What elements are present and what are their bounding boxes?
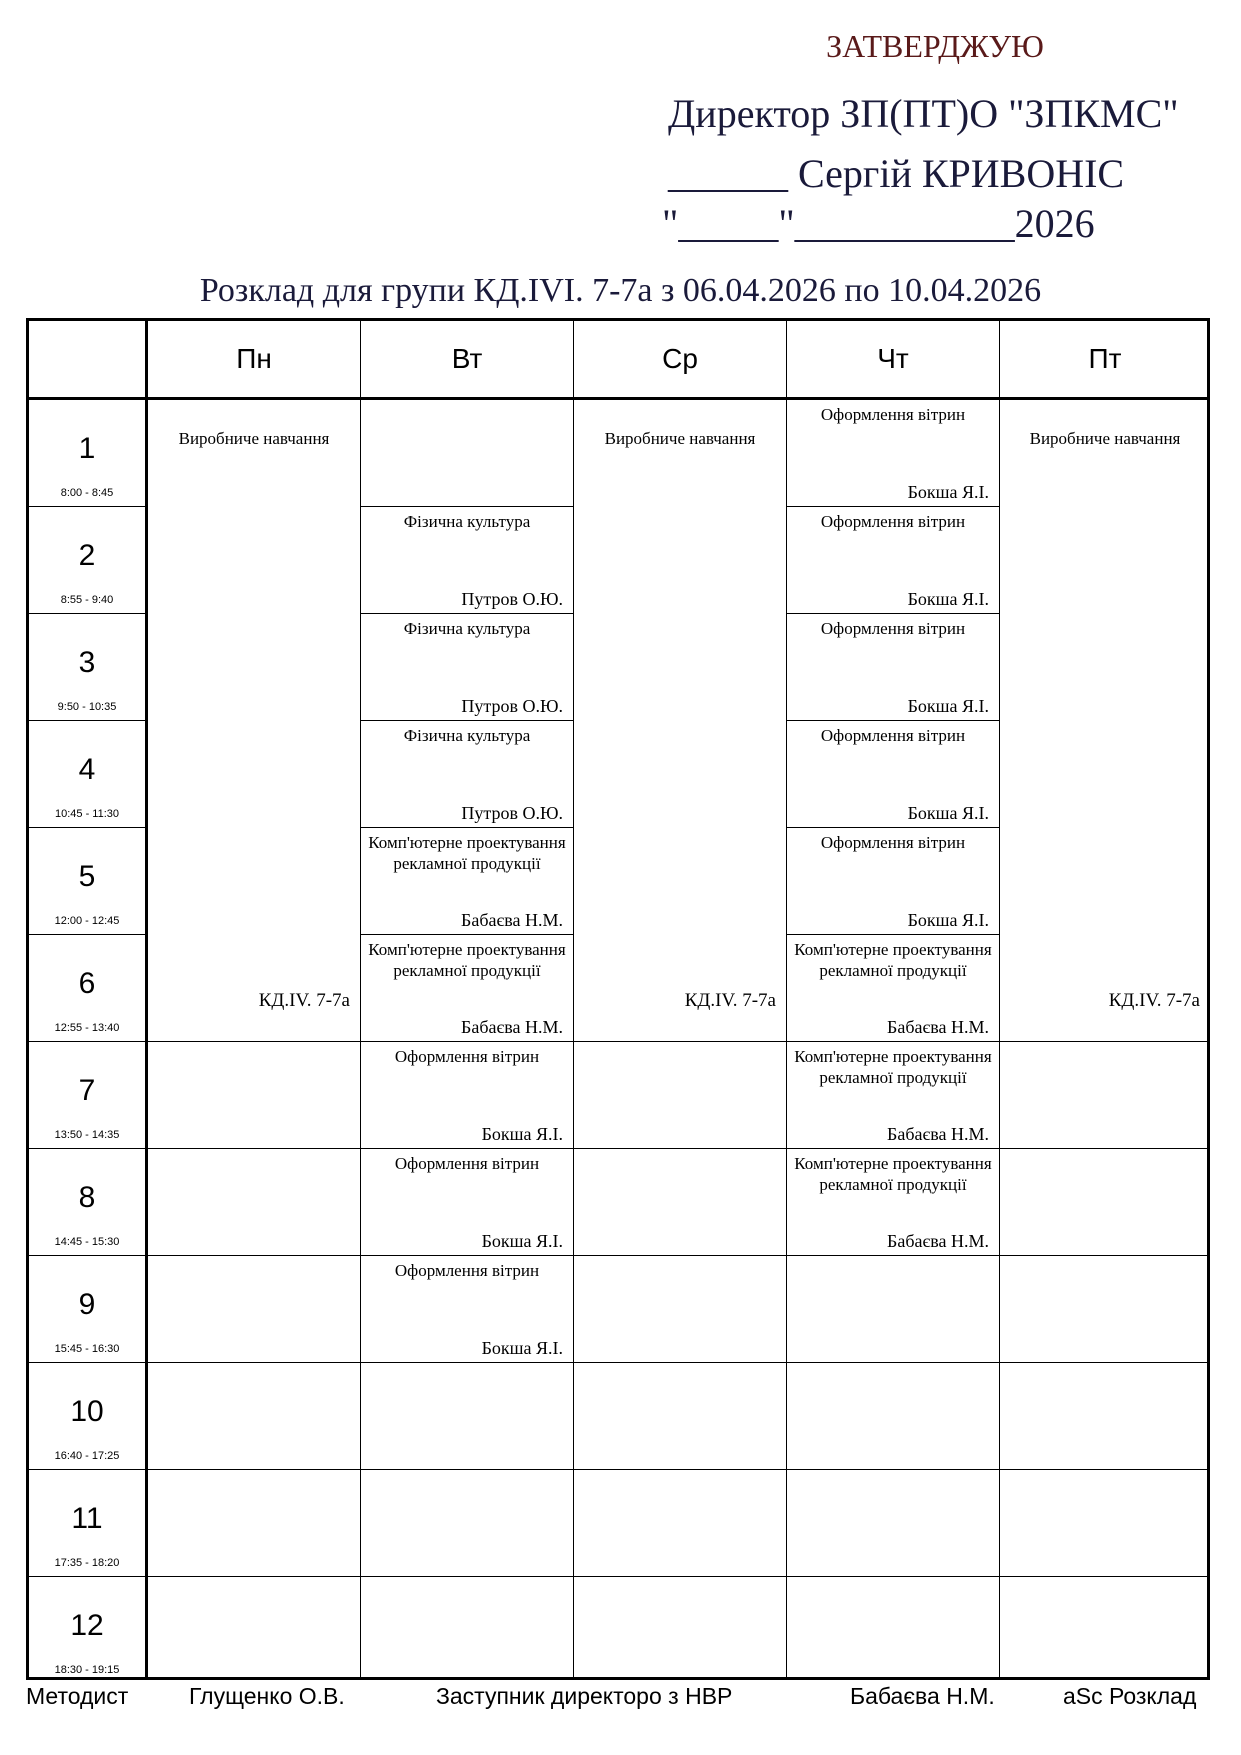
row-divider [29,1362,148,1363]
period-number: 11 [71,1502,103,1535]
period-number: 8 [78,1181,96,1214]
lesson-subject: Оформлення вітрин [820,833,966,852]
lesson-cell [361,1042,573,1149]
lesson-teacher: Путров О.Ю. [461,696,563,716]
date-line: "_____"___________2026 [662,201,1095,246]
row-divider [787,1576,999,1577]
period-number: 5 [78,860,96,893]
deputy-label: Заступник директоро з НВР [436,1683,733,1709]
lesson-subject: Виробниче навчання [178,429,330,448]
period-time: 12:00 - 12:45 [54,915,120,927]
lesson-subject: Оформлення вітрин [394,1154,540,1173]
period-time: 14:45 - 15:30 [54,1236,120,1248]
lesson-subject: Виробниче навчання [1029,429,1181,448]
lesson-teacher: Бабаєва Н.М. [461,1017,563,1037]
period-time: 13:50 - 14:35 [54,1129,120,1141]
row-divider [1000,1469,1210,1470]
lesson-subject: Оформлення вітрин [394,1261,540,1280]
methodist-name: Глущенко О.В. [189,1683,345,1709]
lesson-cell [787,1042,999,1149]
row-divider [574,1469,786,1470]
lesson-teacher: Бокша Я.І. [907,803,989,823]
lesson-cell-mon [148,400,360,1042]
lesson-subject: Фізична культура [403,726,531,745]
lesson-subject: Оформлення вітрин [820,512,966,531]
row-divider [29,1148,148,1149]
timetable-grid [26,318,1210,1680]
lesson-teacher: Бокша Я.І. [907,589,989,609]
period-number: 2 [78,539,96,572]
lesson-cell [787,721,999,828]
row-divider [29,827,148,828]
row-divider [574,1362,786,1363]
lesson-cell [787,828,999,935]
lesson-teacher: Бабаєва Н.М. [887,1017,989,1037]
period-time: 17:35 - 18:20 [54,1557,120,1569]
row-divider [29,613,148,614]
lesson-subject: Комп'ютерне проектування рекламної продукції [368,940,566,980]
lesson-cell [361,614,573,721]
lesson-subject: Оформлення вітрин [820,405,966,424]
lesson-teacher: Бабаєва Н.М. [887,1231,989,1251]
row-divider [574,1255,786,1256]
period-number: 4 [78,753,96,786]
lesson-subject: Оформлення вітрин [820,726,966,745]
row-divider [361,1469,573,1470]
lesson-teacher: Бокша Я.І. [481,1124,563,1144]
software-name: aSc Розклад [1063,1683,1197,1709]
lesson-cell [361,721,573,828]
lesson-teacher: Бабаєва Н.М. [461,910,563,930]
lesson-cell [361,828,573,935]
row-divider [787,1469,999,1470]
day-header-fri: Пт [1088,343,1122,374]
row-divider [29,1255,148,1256]
row-divider [361,1576,573,1577]
lesson-cell [787,507,999,614]
lesson-teacher: Путров О.Ю. [461,589,563,609]
period-time: 9:50 - 10:35 [57,701,117,713]
row-divider [1000,1576,1210,1577]
period-number: 1 [78,432,96,465]
row-divider [29,506,148,507]
lesson-teacher: Бокша Я.І. [481,1231,563,1251]
lesson-subject: Фізична культура [403,512,531,531]
period-number: 7 [78,1074,96,1107]
row-divider [29,1041,148,1042]
row-divider [148,1148,360,1149]
lesson-subject: Виробниче навчання [604,429,756,448]
lesson-cell [361,935,573,1042]
lesson-group: КД.IV. 7-7а [1108,990,1200,1011]
period-number: 12 [70,1609,104,1642]
lesson-subject: Оформлення вітрин [394,1047,540,1066]
row-divider [29,1576,148,1577]
lesson-subject: Оформлення вітрин [820,619,966,638]
period-time: 18:30 - 19:15 [54,1664,120,1676]
schedule-title: Розклад для групи КД.IVІ. 7-7а з 06.04.2026 по 10.04.2026 [199,272,1042,309]
row-divider [29,1469,148,1470]
lesson-teacher: Бокша Я.І. [481,1338,563,1358]
row-divider [1000,1362,1210,1363]
period-time: 16:40 - 17:25 [54,1450,120,1462]
lesson-cell-fri [1000,400,1210,1042]
day-header-tue: Вт [451,343,483,374]
lesson-subject: Фізична культура [403,619,531,638]
row-divider [1000,1255,1210,1256]
lesson-cell [361,507,573,614]
row-divider [148,1255,360,1256]
period-number: 10 [70,1395,104,1428]
lesson-teacher: Путров О.Ю. [461,803,563,823]
row-divider [29,934,148,935]
lesson-cell [361,1256,573,1363]
lesson-cell [787,935,999,1042]
period-time: 12:55 - 13:40 [54,1022,120,1034]
day-header-thu: Чт [877,343,909,374]
row-divider [148,1362,360,1363]
lesson-teacher: Бабаєва Н.М. [887,1124,989,1144]
period-time: 8:55 - 9:40 [60,594,114,606]
lesson-cell-wed [574,400,786,1042]
period-number: 6 [78,967,96,1000]
period-time: 10:45 - 11:30 [54,808,119,820]
row-divider [574,1148,786,1149]
lesson-subject: Комп'ютерне проектування рекламної продукції [794,940,992,980]
lesson-subject: Комп'ютерне проектування рекламної продукції [794,1154,992,1194]
lesson-subject: Комп'ютерне проектування рекламної продукції [368,833,566,873]
lesson-subject: Комп'ютерне проектування рекламної продукції [794,1047,992,1087]
lesson-group: КД.IV. 7-7а [258,990,350,1011]
day-header-wed: Ср [662,343,698,374]
lesson-teacher: Бокша Я.І. [907,482,989,502]
director-line: Директор ЗП(ПТ)О "ЗПКМС" [668,91,1179,136]
period-number: 3 [78,646,96,679]
row-divider [29,720,148,721]
lesson-cell [787,1149,999,1256]
lesson-teacher: Бокша Я.І. [907,696,989,716]
row-divider [787,1362,999,1363]
row-divider [574,1576,786,1577]
lesson-group: КД.IV. 7-7а [684,990,776,1011]
signature-line: ______ Сергій КРИВОНІС [668,151,1125,196]
day-header-mon: Пн [236,343,272,374]
lesson-cell [787,400,999,507]
period-time: 8:00 - 8:45 [60,487,114,499]
deputy-name: Бабаєва Н.М. [850,1683,995,1709]
lesson-cell [361,1149,573,1256]
period-time: 15:45 - 16:30 [54,1343,120,1355]
row-divider [148,1576,360,1577]
row-divider [148,1469,360,1470]
methodist-label: Методист [26,1683,129,1709]
approval-title: ЗАТВЕРДЖУЮ [826,28,1044,64]
lesson-cell [787,614,999,721]
row-divider [1000,1148,1210,1149]
lesson-teacher: Бокша Я.І. [907,910,989,930]
period-number: 9 [78,1288,96,1321]
